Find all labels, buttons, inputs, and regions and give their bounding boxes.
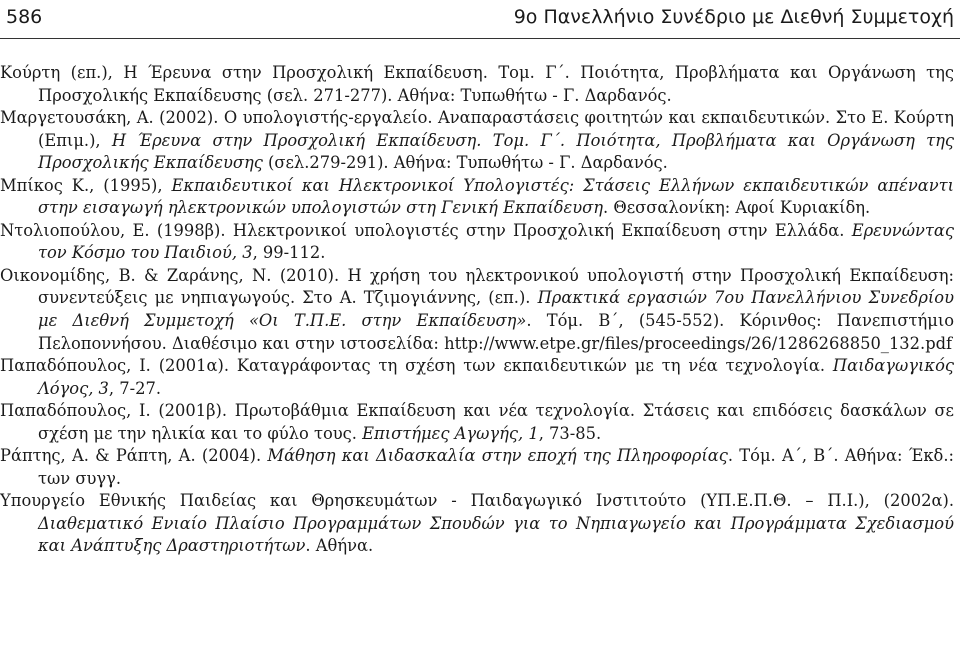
ref-rappis [0, 445, 960, 490]
ref-kourti-cont [0, 62, 960, 107]
reference-segment: . Αθήνα. [305, 536, 374, 556]
reference-segment: Πρακτικά εργασιών 7ου Πανελλήνιου Συνεδρίου με Διεθνή Συμμετοχή «Οι Τ.Π.Ε. στην Εκπαίδευση» [38, 288, 955, 331]
reference-segment: Η Έρευνα στην Προσχολική Εκπαίδευση. Τομ. Γ΄. Ποιότητα, Προβλήματα και Οργάνωση της Προσχολικής Εκπαίδευσης [38, 130, 955, 173]
reference-segment: Ερευνώντας τον Κόσμο του Παιδιού, 3 [38, 220, 954, 263]
reference-segment: Παπαδόπουλος, Ι. (2001α). Καταγράφοντας τη σχέση των εκπαιδευτικών με τη νέα τεχνολογία. [0, 356, 833, 376]
page-number: 586 [6, 6, 43, 28]
ref-oikonomidis [0, 265, 960, 355]
reference-segment: Παιδαγωγικός Λόγος, 3 [38, 356, 954, 398]
reference-segment: (σελ. 271-277). Αθήνα: Τυπωθήτω - Γ. Δαρδανός. [261, 85, 672, 105]
reference-segment: , 73-85. [538, 423, 602, 443]
reference-segment: Επιστήμες Αγωγής, 1 [362, 423, 539, 443]
ref-mpikos [0, 175, 960, 220]
ref-ntoliopoulou [0, 220, 960, 265]
reference-segment: Ράπτης, Α. & Ράπτη, Α. (2004). [0, 446, 268, 466]
reference-segment: Η Έρευνα στην Προσχολική Εκπαίδευση. Τομ. Γ΄. Ποιότητα, Προβλήματα και Οργάνωση της Προσχολικής Εκπαίδευσης [38, 63, 954, 105]
reference-segment: . Τόμ. Α΄, Β΄. Αθήνα: Έκδ.: των συγγ. [38, 446, 955, 488]
ref-ypepth [0, 490, 960, 558]
ref-papadopoulos-a [0, 355, 960, 400]
page-header [0, 0, 960, 39]
reference-segment: Διαθεματικό Ενιαίο Πλαίσιο Προγραμμάτων Σπουδών για το Νηπιαγωγείο και Προγράμματα Σχεδιασμού και Ανάπτυξης Δραστηριοτήτων [38, 513, 954, 556]
reference-segment: Υπουργείο Εθνικής Παιδείας και Θρησκευμάτων - Παιδαγωγικό Ινστιτούτο (ΥΠ.Ε.Π.Θ. – Π.Ι.), (2002α). [0, 491, 954, 511]
reference-segment: Μπίκος Κ., (1995), [0, 175, 172, 195]
reference-segment: . Τόμ. Β΄, (545-552). Κόρινθος: Πανεπιστήμιο Πελοποννήσου. Διαθέσιμο και στην ιστοσελίδα: http://www.etpe.gr/files/proceedings/26/1286268850_132.pdf [38, 311, 955, 353]
reference-segment: Οικονομίδης, Β. & Ζαράνης, Ν. (2010). Η χρήση του ηλεκτρονικού υπολογιστή στην Προσχολική Εκπαίδευση: συνεντεύξεις με νηπιαγωγούς. Στο Α. Τζιμογιάννης, (επ.). [0, 265, 954, 308]
reference-list [0, 62, 960, 558]
reference-segment: Ντολιοπούλου, Ε. (1998β). Ηλεκτρονικοί υπολογιστές στην Προσχολική Εκπαίδευση στην Ελλάδα. [0, 220, 852, 240]
running-title: 9ο Πανελλήνιο Συνέδριο με Διεθνή Συμμετοχή [513, 6, 954, 28]
ref-margetousaki [0, 107, 960, 175]
reference-segment: Μάθηση και Διδασκαλία στην εποχή της Πληροφορίας [267, 446, 728, 466]
reference-segment: Κούρτη (επ.), [0, 63, 124, 82]
reference-segment: , 99-112. [252, 243, 326, 263]
reference-segment: Μαργετουσάκη, Α. (2002). Ο υπολογιστής-εργαλείο. Αναπαραστάσεις φοιτητών και εκπαιδευτικών. Στο Ε. Κούρτη (Επιμ.), [0, 108, 954, 150]
reference-segment: . Θεσσαλονίκη: Αφοί Κυριακίδη. [603, 198, 871, 218]
reference-segment: Παπαδόπουλος, Ι. (2001β). Πρωτοβάθμια Εκπαίδευση και νέα τεχνολογία. Στάσεις και επιδόσεις δασκάλων σε σχέση με την ηλικία και το φύλο τους. [0, 401, 954, 443]
ref-papadopoulos-b [0, 400, 960, 445]
reference-segment: Εκπαιδευτικοί και Ηλεκτρονικοί Υπολογιστές: Στάσεις Ελλήνων εκπαιδευτικών απέναντι στην εισαγωγή ηλεκτρονικών υπολογιστών στη Γενική Εκπαίδευση [38, 175, 954, 218]
reference-segment: (σελ.279-291). Αθήνα: Τυπωθήτω - Γ. Δαρδανός. [262, 153, 668, 173]
reference-segment: , 7-27. [108, 378, 162, 398]
